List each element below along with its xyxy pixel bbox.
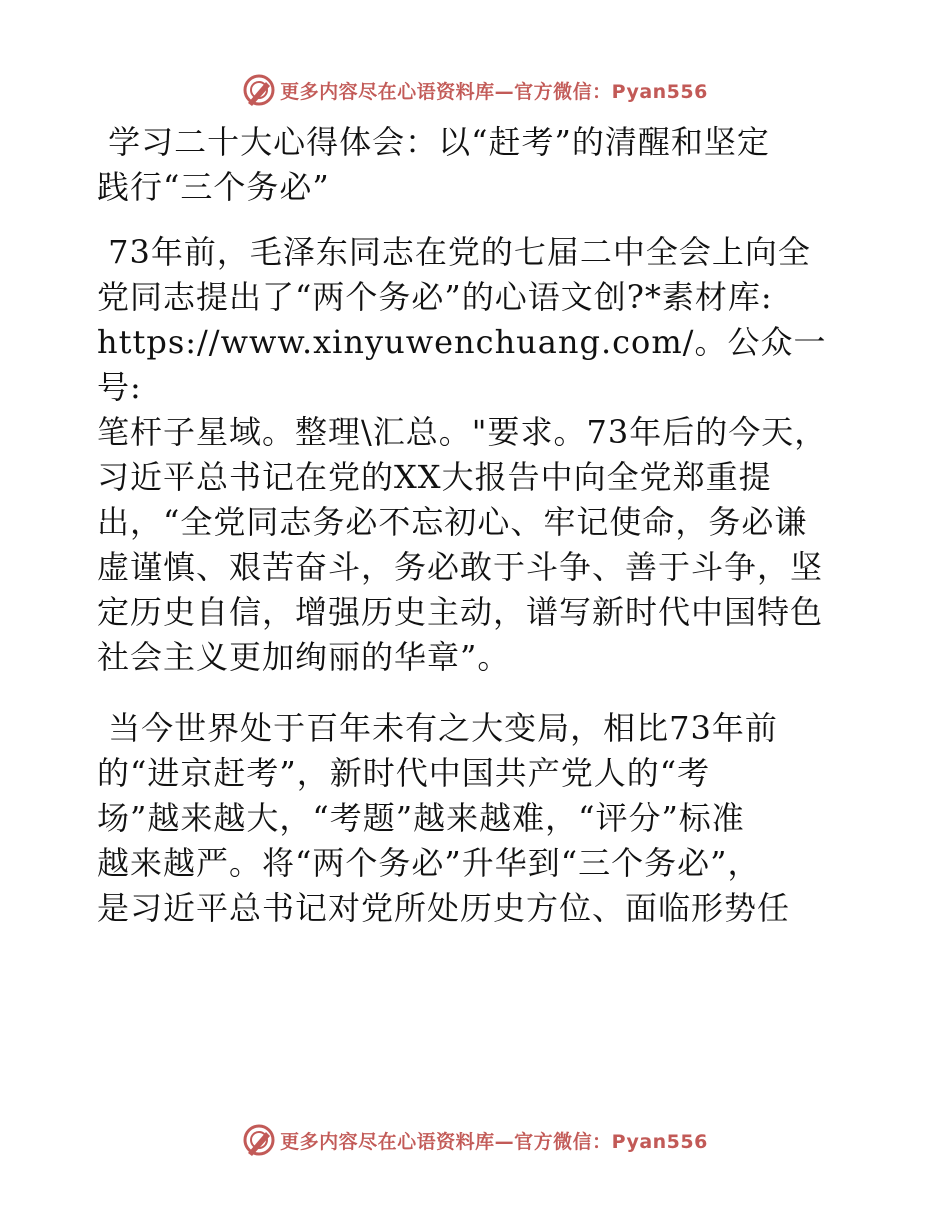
banner-text: 更多内容尽在心语资料库—官方微信：Pyan556 — [280, 1130, 708, 1153]
header-banner — [0, 70, 950, 110]
document-title: 学习二十大心得体会：以“赶考”的清醒和坚定 践行“三个务必” — [97, 123, 770, 206]
paragraph-1: 73年前，毛泽东同志在党的七届二中全会上向全 党同志提出了“两个务必”的心语文创?*素材库: https://www.xinyuwenchuang.com/。公众一号: 笔杆子星域。整理\汇总。"要求。73年后的今天， 习近平总书记在党的XX大报告中向全党郑重提 出，“全党同志务必不忘初心、牢记使命，务必谦 虚谨慎、艰苦奋斗，务必敢于斗争、善于斗争，坚 定历史自信，增强历史主动，谱写新时代中国特色 社会主义更加绚丽的华章”。 — [97, 233, 828, 676]
footer-banner — [0, 1120, 950, 1160]
document-body — [97, 120, 852, 957]
wechat-id: Pyan556 — [611, 1130, 708, 1153]
wechat-id: Pyan556 — [611, 80, 708, 103]
pen-logo-icon — [242, 1123, 276, 1157]
pen-logo-icon — [242, 73, 276, 107]
banner-text: 更多内容尽在心语资料库—官方微信：Pyan556 — [280, 80, 708, 103]
paragraph-2: 当今世界处于百年未有之大变局，相比73年前 的“进京赶考”，新时代中国共产党人的“考 场”越来越大，“考题”越来越难，“评分”标准 越来越严。将“两个务必”升华到“三个务必”， 是习近平总书记对党所处历史方位、面临形势任 — [97, 709, 791, 927]
